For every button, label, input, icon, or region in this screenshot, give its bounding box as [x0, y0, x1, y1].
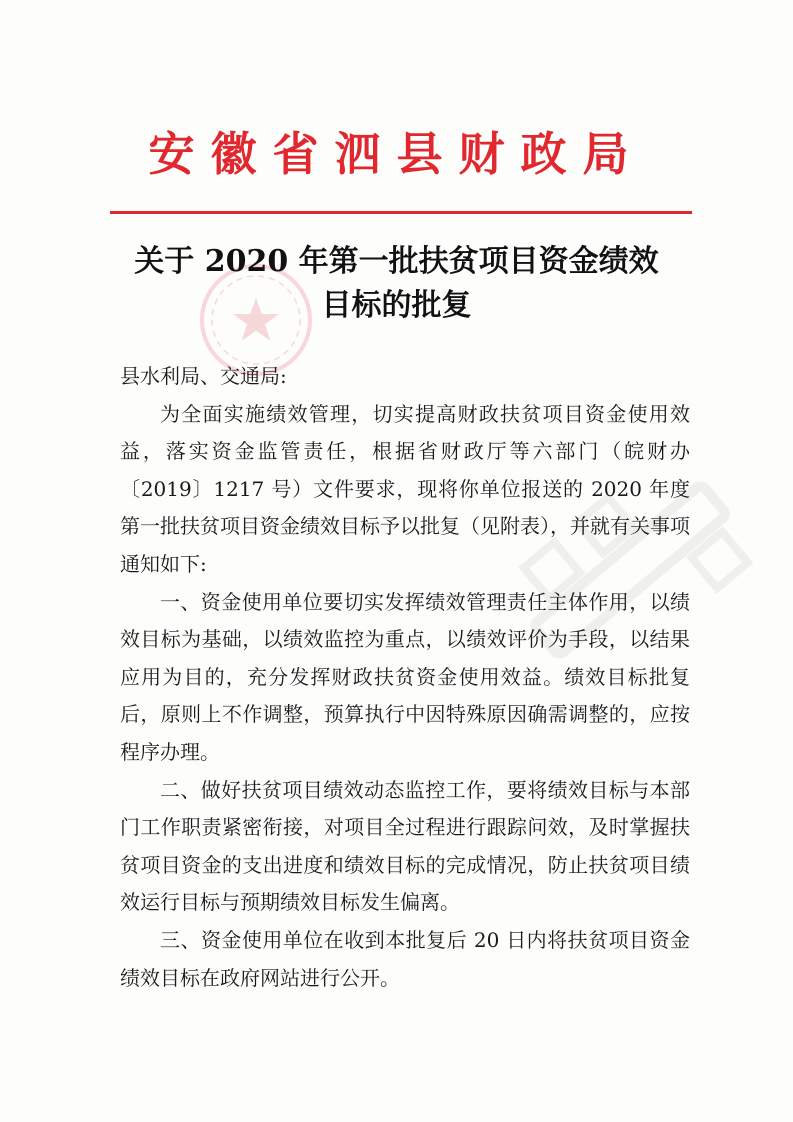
document-title — [0, 240, 793, 328]
paragraph-intro: 为全面实施绩效管理，切实提高财政扶贫项目资金使用效益，落实资金监管责任，根据省财政厅等六部门（皖财办〔2019〕1217 号）文件要求，现将你单位报送的 2020 年度第一批扶贫项目资金绩效目标予以批复（见附表），并就有关事项通知如下: — [120, 401, 690, 576]
paragraph-item-1: 一、资金使用单位要切实发挥绩效管理责任主体作用，以绩效目标为基础，以绩效监控为重点，以绩效评价为手段，以结果应用为目的，充分发挥财政扶贫资金使用效益。绩效目标批复后，原则上不作调整，预算执行中因特殊原因确需调整的，应按程序办理。 — [120, 589, 690, 764]
paragraph-item-3: 三、资金使用单位在收到本批复后 20 日内将扶贫项目资金绩效目标在政府网站进行公开。 — [120, 927, 690, 990]
document-title-line-2: 目标的批复 — [321, 288, 472, 323]
document-title-line-1: 关于 2020 年第一批扶贫项目资金绩效 — [134, 244, 659, 279]
paragraph-item-2: 二、做好扶贫项目绩效动态监控工作，要将绩效目标与本部门工作职责紧密衔接，对项目全过程进行跟踪问效，及时掌握扶贫项目资金的支出进度和绩效目标的完成情况，防止扶贫项目绩效运行目标与预期绩效目标发生偏离。 — [120, 777, 690, 915]
document-body — [120, 358, 690, 997]
letterhead-red-rule — [110, 211, 692, 214]
letterhead-org-name: 安徽省泗县财政局 — [148, 127, 645, 181]
salutation: 县水利局、交通局: — [120, 364, 287, 388]
